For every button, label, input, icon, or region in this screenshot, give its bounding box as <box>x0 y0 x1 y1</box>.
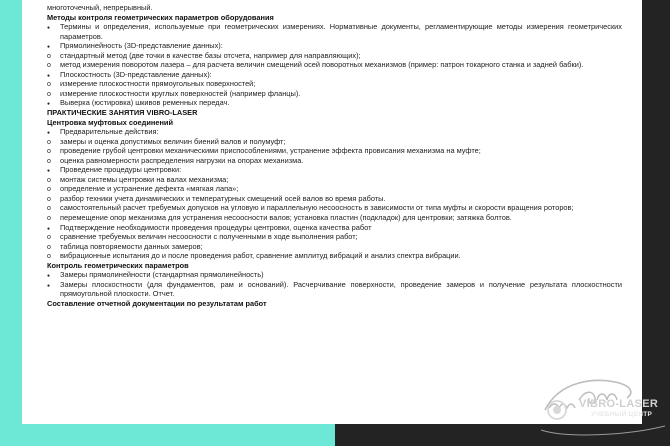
line-text: таблица повторяемости данных замеров; <box>60 241 203 251</box>
training-center-logo <box>535 370 670 446</box>
sub-item <box>47 79 622 89</box>
line-text: Проведение процедуры центровки: <box>60 165 182 175</box>
bullet-dot-icon <box>47 127 57 137</box>
sub-item <box>47 146 622 156</box>
sub-item <box>47 251 622 261</box>
bullet-dot-icon <box>47 98 57 108</box>
sub-item <box>47 137 622 147</box>
bullet-item <box>47 270 622 280</box>
bullet-item <box>47 22 622 41</box>
sub-item <box>47 60 622 70</box>
line-text: Предварительные действия: <box>60 127 159 137</box>
bullet-item <box>47 223 622 233</box>
bullet-item <box>47 280 622 299</box>
line-text: измерение плоскостности круглых поверхностей (например фланцы). <box>60 88 301 98</box>
sub-item <box>47 242 622 252</box>
line-text: ПРАКТИЧЕСКИЕ ЗАНЯТИЯ VIBRO-LASER <box>47 108 198 118</box>
line-text: Контроль геометрических параметров <box>47 260 189 270</box>
bullet-dot-icon <box>47 22 57 34</box>
line-text: Выверка (юстировка) шкивов ременных передач. <box>60 98 230 108</box>
line-text: Замеры плоскостности (для фундаментов, рам и оснований). Расчерчивание поверхности, проведение замеров и получение результата плоскостности прямоугольной плоскости. Отчет. <box>60 279 622 299</box>
bullet-dot-icon <box>47 41 57 51</box>
bullet-circle-icon <box>47 89 57 99</box>
bullet-circle-icon <box>47 194 57 204</box>
logo-subtitle: УЧЕБНЫЙ ЦЕНТР <box>591 411 653 418</box>
document-body <box>47 3 622 309</box>
line-text: перемещение опор механизма для устранения несоосности валов; установка пластин (подкладок) для центровки; затяжка болтов. <box>60 213 512 223</box>
logo-title: VIBRO-LASER <box>579 398 659 410</box>
line-text: оценка равномерности распределения нагрузки на опорах механизма. <box>60 155 304 165</box>
line-text: Термины и определения, используемые при геометрических измерениях. Нормативные документы, регламентирующие методы измерения геометрических параметров. <box>60 22 622 41</box>
line-text: Прямолинейность (3D-представление данных): <box>60 41 223 51</box>
section-heading <box>47 261 622 271</box>
bullet-circle-icon <box>47 79 57 89</box>
sub-item <box>47 175 622 185</box>
bullet-circle-icon <box>47 137 57 147</box>
line-text: замеры и оценка допустимых величин биений валов и полумуфт; <box>60 136 286 146</box>
line-text: Замеры прямолинейности (стандартная прямолинейность) <box>60 270 264 280</box>
bullet-circle-icon <box>47 251 57 261</box>
bullet-dot-icon <box>47 280 57 292</box>
sub-item <box>47 184 622 194</box>
bullet-circle-icon <box>47 175 57 185</box>
line-text: разбор техники учета динамических и температурных смещений осей валов во время работы. <box>60 193 386 203</box>
line-text: стандартный метод (две точки в качестве базы отсчета, например для направляющих); <box>60 50 361 60</box>
line-text: метод измерения поворотом лазера – для расчета величин смещений осей поворотных механизмов (пример: патрон токарного станка и задней бабки). <box>60 60 584 70</box>
section-heading <box>47 13 622 23</box>
text-line <box>47 3 622 13</box>
bullet-item <box>47 70 622 80</box>
line-text: самостоятельный расчет требуемых допусков на угловую и параллельную несоосность в зависимости от типа муфты и скорости вращения роторов; <box>60 203 574 213</box>
section-heading <box>47 118 622 128</box>
line-text: Подтверждение необходимости проведения процедуры центровки, оценка качества работ <box>60 222 372 232</box>
bullet-dot-icon <box>47 223 57 233</box>
bullet-circle-icon <box>47 242 57 252</box>
bullet-circle-icon <box>47 184 57 194</box>
line-text: Методы контроля геометрических параметров оборудования <box>47 12 274 22</box>
line-text: вибрационные испытания до и после проведения работ, сравнение амплитуд вибраций и анализ спектра вибрации. <box>60 251 461 261</box>
line-text: Плоскостность (3D-представление данных): <box>60 69 212 79</box>
line-text: монтаж системы центровки на валах механизма; <box>60 174 229 184</box>
bullet-circle-icon <box>47 156 57 166</box>
sub-item <box>47 194 622 204</box>
bullet-item <box>47 165 622 175</box>
bullet-circle-icon <box>47 203 57 213</box>
bullet-item <box>47 98 622 108</box>
bullet-item <box>47 127 622 137</box>
line-text: измерение плоскостности прямоугольных поверхностей; <box>60 79 256 89</box>
line-text: Центровка муфтовых соединений <box>47 117 174 127</box>
bullet-circle-icon <box>47 60 57 70</box>
sub-item <box>47 203 622 213</box>
line-text: многоточечный, непрерывный. <box>47 3 153 12</box>
bullet-dot-icon <box>47 165 57 175</box>
sub-item <box>47 213 622 223</box>
sub-item <box>47 232 622 242</box>
bullet-circle-icon <box>47 51 57 61</box>
section-heading <box>47 299 622 309</box>
bullet-circle-icon <box>47 146 57 156</box>
sub-item <box>47 51 622 61</box>
bullet-circle-icon <box>47 232 57 242</box>
bullet-circle-icon <box>47 213 57 223</box>
sub-item <box>47 89 622 99</box>
section-title <box>47 108 622 118</box>
bullet-dot-icon <box>47 70 57 80</box>
line-text: Составление отчетной документации по результатам работ <box>47 298 267 308</box>
line-text: проведение грубой центровки механическими приспособлениями, устранение эффекта провисания механизма на муфте; <box>60 146 481 156</box>
line-text: определение и устранение дефекта «мягкая лапа»; <box>60 184 239 194</box>
line-text: сравнение требуемых величин несоосности с полученными в ходе выполнения работ; <box>60 232 358 242</box>
bullet-dot-icon <box>47 270 57 280</box>
bullet-item <box>47 41 622 51</box>
sub-item <box>47 156 622 166</box>
